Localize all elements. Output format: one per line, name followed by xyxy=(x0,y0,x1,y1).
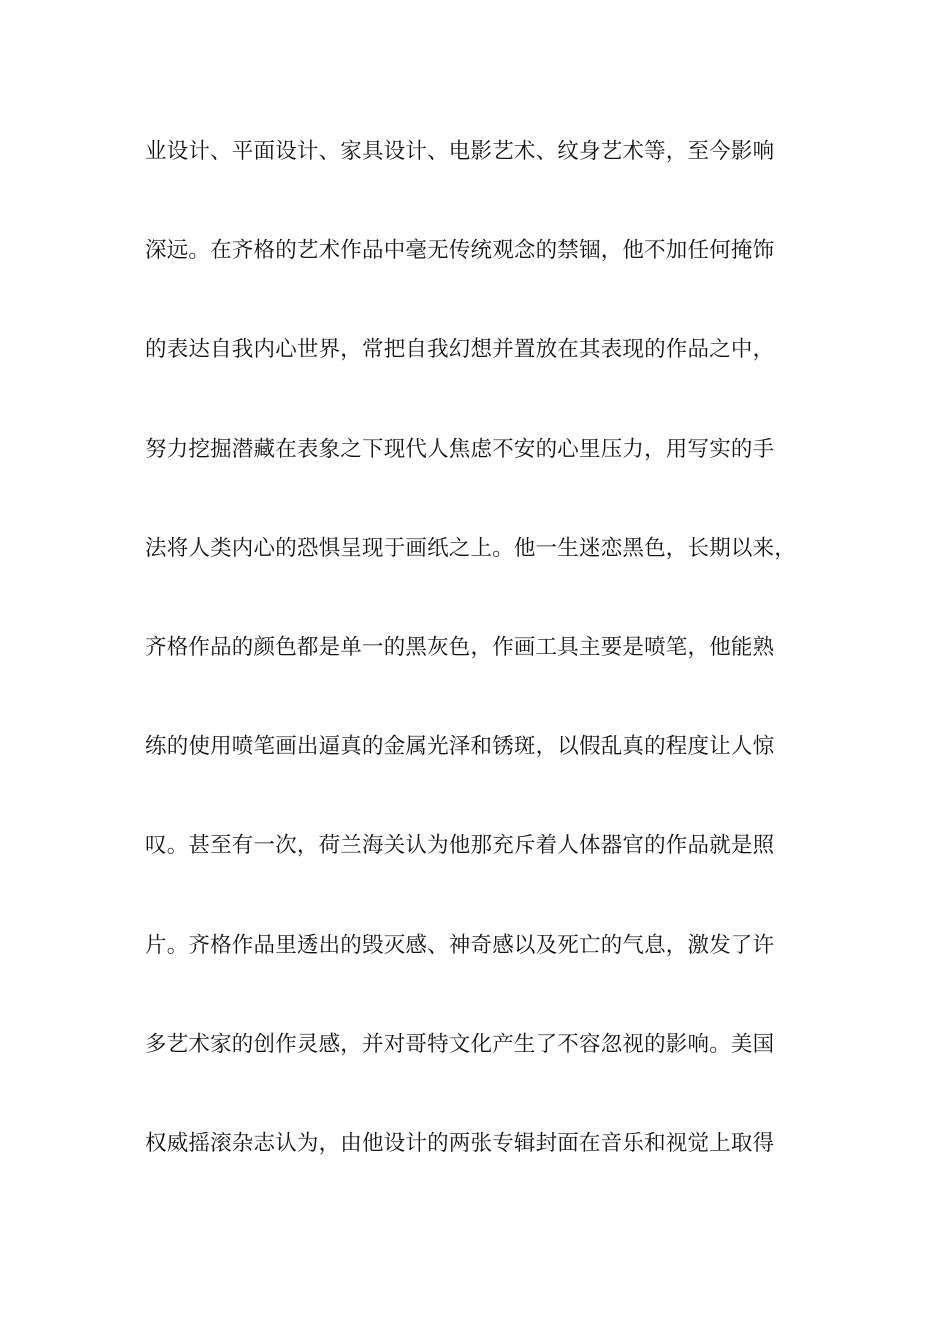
body-text xyxy=(145,130,845,1221)
text-line-2: 深远。在齐格的艺术作品中毫无传统观念的禁锢，他不加任何掩饰 xyxy=(145,238,775,264)
text-line-5: 法将人类内心的恐惧呈现于画纸之上。他一生迷恋黑色，长期以来， xyxy=(145,535,797,561)
text-line-6: 齐格作品的颜色都是单一的黑灰色，作画工具主要是喷笔，他能熟 xyxy=(145,634,775,660)
text-line-8: 叹。甚至有一次，荷兰海关认为他那充斥着人体器官的作品就是照 xyxy=(145,833,775,859)
text-line-1: 业设计、平面设计、家具设计、电影艺术、纹身艺术等，至今影响 xyxy=(145,139,775,164)
text-line-9: 片。齐格作品里透出的毁灭感、神奇感以及死亡的气息，激发了许 xyxy=(145,932,775,958)
text-line-11: 权威摇滚杂志认为，由他设计的两张专辑封面在音乐和视觉上取得 xyxy=(145,1130,775,1156)
text-line-10: 多艺术家的创作灵感，并对哥特文化产生了不容忽视的影响。美国 xyxy=(145,1031,775,1057)
text-line-3: 的表达自我内心世界，常把自我幻想并置放在其表现的作品之中， xyxy=(145,337,775,363)
text-line-7: 练的使用喷笔画出逼真的金属光泽和锈斑，以假乱真的程度让人惊 xyxy=(145,734,775,760)
text-line-4: 努力挖掘潜藏在表象之下现代人焦虑不安的心里压力，用写实的手 xyxy=(145,436,775,462)
